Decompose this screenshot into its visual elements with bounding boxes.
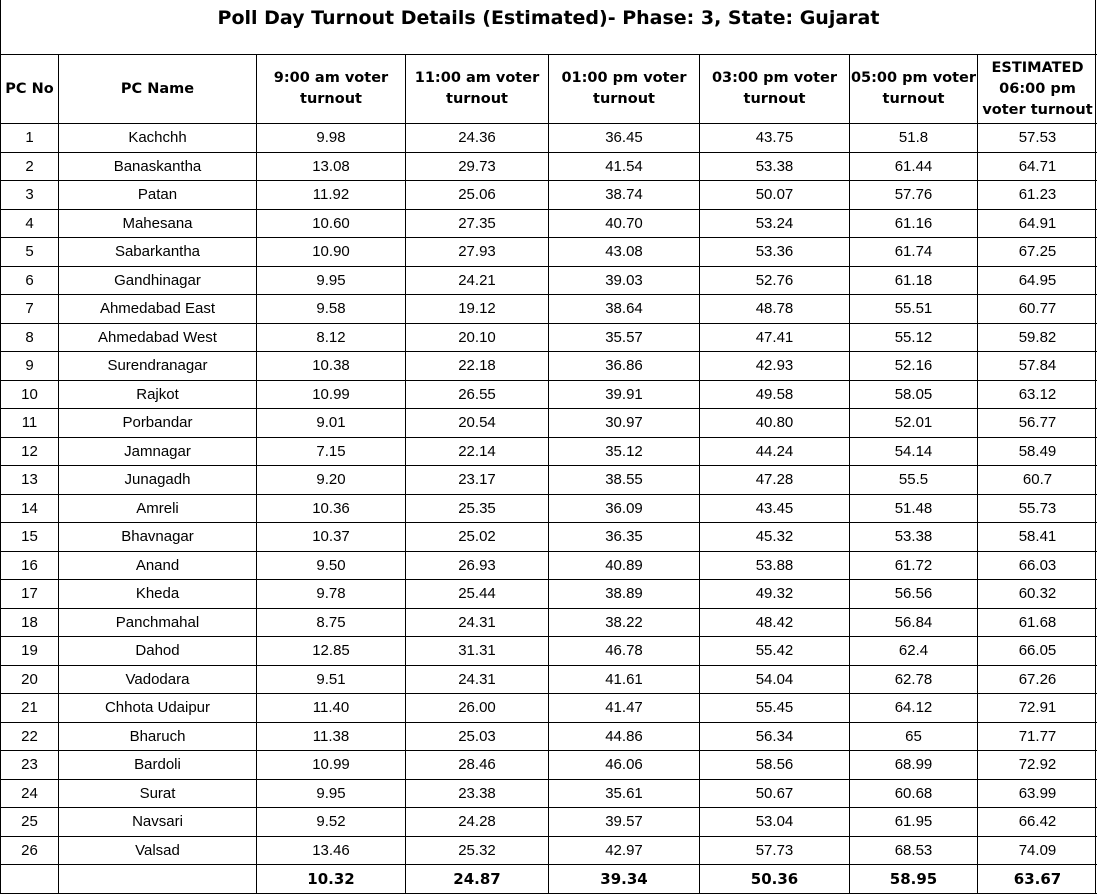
turnout-1800-cell: 67.25 bbox=[978, 238, 1097, 267]
turnout-1300-cell: 38.22 bbox=[549, 608, 700, 637]
turnout-1100-cell: 23.17 bbox=[406, 466, 549, 495]
pc-name-cell: Rajkot bbox=[59, 380, 257, 409]
pc-name-cell: Bharuch bbox=[59, 722, 257, 751]
pc-name-cell: Porbandar bbox=[59, 409, 257, 438]
turnout-0900-cell: 13.08 bbox=[257, 152, 406, 181]
pc-name-cell: Amreli bbox=[59, 494, 257, 523]
turnout-1500-cell: 57.73 bbox=[700, 836, 850, 865]
turnout-1300-cell: 42.97 bbox=[549, 836, 700, 865]
turnout-1800-cell: 66.42 bbox=[978, 808, 1097, 837]
pc-no-cell: 16 bbox=[1, 551, 59, 580]
table-row bbox=[1, 580, 1097, 609]
pc-no-cell: 17 bbox=[1, 580, 59, 609]
turnout-1700-cell: 52.01 bbox=[850, 409, 978, 438]
pc-no-cell: 15 bbox=[1, 523, 59, 552]
pc-no-cell: 20 bbox=[1, 665, 59, 694]
turnout-1800-cell: 66.03 bbox=[978, 551, 1097, 580]
table-row bbox=[1, 209, 1097, 238]
pc-name-cell: Kachchh bbox=[59, 124, 257, 153]
turnout-1700-cell: 52.16 bbox=[850, 352, 978, 381]
pc-no-cell: 13 bbox=[1, 466, 59, 495]
turnout-1500-cell: 47.28 bbox=[700, 466, 850, 495]
table-row bbox=[1, 523, 1097, 552]
turnout-0900-cell: 13.46 bbox=[257, 836, 406, 865]
turnout-1100-cell: 26.93 bbox=[406, 551, 549, 580]
turnout-1500-cell: 48.78 bbox=[700, 295, 850, 324]
turnout-1700-cell: 64.12 bbox=[850, 694, 978, 723]
turnout-1800-cell: 71.77 bbox=[978, 722, 1097, 751]
turnout-1300-cell: 46.78 bbox=[549, 637, 700, 666]
turnout-1700-cell: 60.68 bbox=[850, 779, 978, 808]
pc-name-cell: Bhavnagar bbox=[59, 523, 257, 552]
turnout-1100-cell: 25.03 bbox=[406, 722, 549, 751]
table-row bbox=[1, 124, 1097, 153]
turnout-1300-cell: 44.86 bbox=[549, 722, 700, 751]
turnout-1300-cell: 35.12 bbox=[549, 437, 700, 466]
turnout-1100-cell: 22.18 bbox=[406, 352, 549, 381]
turnout-1700-cell: 55.51 bbox=[850, 295, 978, 324]
table-row bbox=[1, 181, 1097, 210]
table-row bbox=[1, 152, 1097, 181]
pc-no-cell: 6 bbox=[1, 266, 59, 295]
turnout-1500-cell: 53.04 bbox=[700, 808, 850, 837]
turnout-1100-cell: 31.31 bbox=[406, 637, 549, 666]
turnout-1300-cell: 36.35 bbox=[549, 523, 700, 552]
turnout-1100-cell: 20.10 bbox=[406, 323, 549, 352]
table-row bbox=[1, 380, 1097, 409]
turnout-1500-cell: 53.88 bbox=[700, 551, 850, 580]
turnout-1100-cell: 24.28 bbox=[406, 808, 549, 837]
turnout-1100-cell: 25.44 bbox=[406, 580, 549, 609]
pc-no-cell: 21 bbox=[1, 694, 59, 723]
pc-no-cell: 10 bbox=[1, 380, 59, 409]
turnout-1700-cell: 51.8 bbox=[850, 124, 978, 153]
pc-name-cell: Chhota Udaipur bbox=[59, 694, 257, 723]
turnout-1100-cell: 24.31 bbox=[406, 665, 549, 694]
pc-no-cell: 4 bbox=[1, 209, 59, 238]
turnout-1300-cell: 38.74 bbox=[549, 181, 700, 210]
turnout-1100-cell: 26.55 bbox=[406, 380, 549, 409]
turnout-1500-cell: 43.75 bbox=[700, 124, 850, 153]
turnout-1700-cell: 62.4 bbox=[850, 637, 978, 666]
turnout-1100-cell: 29.73 bbox=[406, 152, 549, 181]
turnout-1800-cell: 60.7 bbox=[978, 466, 1097, 495]
turnout-1800-cell: 58.49 bbox=[978, 437, 1097, 466]
turnout-1700-cell: 65 bbox=[850, 722, 978, 751]
turnout-0900-cell: 11.92 bbox=[257, 181, 406, 210]
table-row bbox=[1, 295, 1097, 324]
turnout-1300-cell: 40.70 bbox=[549, 209, 700, 238]
turnout-1300-cell: 35.61 bbox=[549, 779, 700, 808]
turnout-1100-cell: 25.02 bbox=[406, 523, 549, 552]
turnout-0900-cell: 10.60 bbox=[257, 209, 406, 238]
turnout-1300-cell: 39.03 bbox=[549, 266, 700, 295]
pc-no-cell: 8 bbox=[1, 323, 59, 352]
turnout-1300-cell: 43.08 bbox=[549, 238, 700, 267]
turnout-0900-cell: 10.90 bbox=[257, 238, 406, 267]
turnout-1800-cell: 59.82 bbox=[978, 323, 1097, 352]
turnout-1700-cell: 58.05 bbox=[850, 380, 978, 409]
pc-no-cell: 25 bbox=[1, 808, 59, 837]
turnout-1700-cell: 61.16 bbox=[850, 209, 978, 238]
turnout-1800-cell: 60.77 bbox=[978, 295, 1097, 324]
pc-name-cell: Surendranagar bbox=[59, 352, 257, 381]
table-row bbox=[1, 608, 1097, 637]
turnout-1800-cell: 61.23 bbox=[978, 181, 1097, 210]
pc-name-cell: Gandhinagar bbox=[59, 266, 257, 295]
turnout-1300-cell: 46.06 bbox=[549, 751, 700, 780]
turnout-0900-cell: 10.99 bbox=[257, 751, 406, 780]
turnout-1300-cell: 41.54 bbox=[549, 152, 700, 181]
turnout-1500-cell: 47.41 bbox=[700, 323, 850, 352]
header-pc-no: PC No bbox=[1, 55, 59, 124]
turnout-1700-cell: 57.76 bbox=[850, 181, 978, 210]
pc-no-cell: 5 bbox=[1, 238, 59, 267]
turnout-1500-cell: 49.32 bbox=[700, 580, 850, 609]
header-1800: ESTIMATED 06:00 pm voter turnout bbox=[978, 55, 1097, 124]
turnout-0900-cell: 9.01 bbox=[257, 409, 406, 438]
turnout-1100-cell: 24.36 bbox=[406, 124, 549, 153]
header-0900: 9:00 am voter turnout bbox=[257, 55, 406, 124]
pc-no-cell: 9 bbox=[1, 352, 59, 381]
turnout-1500-cell: 50.07 bbox=[700, 181, 850, 210]
turnout-1500-cell: 55.42 bbox=[700, 637, 850, 666]
turnout-1800-cell: 63.12 bbox=[978, 380, 1097, 409]
turnout-0900-cell: 8.12 bbox=[257, 323, 406, 352]
turnout-1300-cell: 40.89 bbox=[549, 551, 700, 580]
turnout-1100-cell: 25.32 bbox=[406, 836, 549, 865]
total-1700: 58.95 bbox=[850, 865, 978, 894]
turnout-1700-cell: 68.53 bbox=[850, 836, 978, 865]
table-row bbox=[1, 494, 1097, 523]
table-row bbox=[1, 238, 1097, 267]
table-row bbox=[1, 409, 1097, 438]
turnout-0900-cell: 12.85 bbox=[257, 637, 406, 666]
turnout-1100-cell: 28.46 bbox=[406, 751, 549, 780]
turnout-1800-cell: 72.92 bbox=[978, 751, 1097, 780]
turnout-1500-cell: 44.24 bbox=[700, 437, 850, 466]
pc-no-cell: 11 bbox=[1, 409, 59, 438]
turnout-1500-cell: 53.38 bbox=[700, 152, 850, 181]
pc-no-cell: 12 bbox=[1, 437, 59, 466]
table-row bbox=[1, 836, 1097, 865]
turnout-1500-cell: 49.58 bbox=[700, 380, 850, 409]
turnout-1800-cell: 64.91 bbox=[978, 209, 1097, 238]
turnout-1100-cell: 24.31 bbox=[406, 608, 549, 637]
turnout-1500-cell: 53.36 bbox=[700, 238, 850, 267]
turnout-1700-cell: 51.48 bbox=[850, 494, 978, 523]
turnout-1800-cell: 55.73 bbox=[978, 494, 1097, 523]
turnout-0900-cell: 9.78 bbox=[257, 580, 406, 609]
header-1700: 05:00 pm voter turnout bbox=[850, 55, 978, 124]
table-row bbox=[1, 694, 1097, 723]
turnout-1700-cell: 54.14 bbox=[850, 437, 978, 466]
totals-row bbox=[1, 865, 1097, 894]
pc-no-cell: 3 bbox=[1, 181, 59, 210]
pc-name-cell: Kheda bbox=[59, 580, 257, 609]
header-1500: 03:00 pm voter turnout bbox=[700, 55, 850, 124]
total-1500: 50.36 bbox=[700, 865, 850, 894]
turnout-1800-cell: 72.91 bbox=[978, 694, 1097, 723]
header-row bbox=[1, 55, 1097, 124]
turnout-1800-cell: 63.99 bbox=[978, 779, 1097, 808]
turnout-1500-cell: 50.67 bbox=[700, 779, 850, 808]
pc-name-cell: Anand bbox=[59, 551, 257, 580]
turnout-1300-cell: 41.61 bbox=[549, 665, 700, 694]
turnout-1700-cell: 61.18 bbox=[850, 266, 978, 295]
turnout-1800-cell: 57.53 bbox=[978, 124, 1097, 153]
turnout-1300-cell: 35.57 bbox=[549, 323, 700, 352]
turnout-1300-cell: 38.89 bbox=[549, 580, 700, 609]
turnout-1100-cell: 25.06 bbox=[406, 181, 549, 210]
turnout-1300-cell: 38.64 bbox=[549, 295, 700, 324]
turnout-1800-cell: 57.84 bbox=[978, 352, 1097, 381]
pc-no-cell: 23 bbox=[1, 751, 59, 780]
table-row bbox=[1, 779, 1097, 808]
pc-name-cell: Bardoli bbox=[59, 751, 257, 780]
turnout-0900-cell: 10.37 bbox=[257, 523, 406, 552]
total-pc-name bbox=[59, 865, 257, 894]
turnout-1700-cell: 56.56 bbox=[850, 580, 978, 609]
header-pc-name: PC Name bbox=[59, 55, 257, 124]
turnout-1500-cell: 58.56 bbox=[700, 751, 850, 780]
pc-name-cell: Valsad bbox=[59, 836, 257, 865]
turnout-1800-cell: 66.05 bbox=[978, 637, 1097, 666]
turnout-1800-cell: 64.71 bbox=[978, 152, 1097, 181]
turnout-1100-cell: 27.93 bbox=[406, 238, 549, 267]
pc-name-cell: Jamnagar bbox=[59, 437, 257, 466]
turnout-1300-cell: 39.57 bbox=[549, 808, 700, 837]
pc-no-cell: 18 bbox=[1, 608, 59, 637]
table-row bbox=[1, 352, 1097, 381]
turnout-1700-cell: 61.44 bbox=[850, 152, 978, 181]
table-row bbox=[1, 751, 1097, 780]
table-row bbox=[1, 466, 1097, 495]
turnout-1800-cell: 67.26 bbox=[978, 665, 1097, 694]
turnout-1700-cell: 61.72 bbox=[850, 551, 978, 580]
pc-no-cell: 19 bbox=[1, 637, 59, 666]
turnout-1700-cell: 53.38 bbox=[850, 523, 978, 552]
header-1300: 01:00 pm voter turnout bbox=[549, 55, 700, 124]
turnout-0900-cell: 10.36 bbox=[257, 494, 406, 523]
turnout-0900-cell: 9.95 bbox=[257, 266, 406, 295]
turnout-1700-cell: 56.84 bbox=[850, 608, 978, 637]
turnout-1300-cell: 36.45 bbox=[549, 124, 700, 153]
pc-name-cell: Sabarkantha bbox=[59, 238, 257, 267]
pc-name-cell: Banaskantha bbox=[59, 152, 257, 181]
turnout-0900-cell: 9.95 bbox=[257, 779, 406, 808]
turnout-1300-cell: 38.55 bbox=[549, 466, 700, 495]
turnout-1100-cell: 19.12 bbox=[406, 295, 549, 324]
turnout-0900-cell: 9.51 bbox=[257, 665, 406, 694]
turnout-1800-cell: 60.32 bbox=[978, 580, 1097, 609]
turnout-0900-cell: 8.75 bbox=[257, 608, 406, 637]
turnout-0900-cell: 9.52 bbox=[257, 808, 406, 837]
turnout-1500-cell: 42.93 bbox=[700, 352, 850, 381]
turnout-1500-cell: 43.45 bbox=[700, 494, 850, 523]
table-row bbox=[1, 665, 1097, 694]
total-pc-no bbox=[1, 865, 59, 894]
turnout-1500-cell: 52.76 bbox=[700, 266, 850, 295]
turnout-0900-cell: 9.58 bbox=[257, 295, 406, 324]
turnout-1300-cell: 30.97 bbox=[549, 409, 700, 438]
pc-name-cell: Ahmedabad East bbox=[59, 295, 257, 324]
turnout-0900-cell: 9.20 bbox=[257, 466, 406, 495]
turnout-0900-cell: 7.15 bbox=[257, 437, 406, 466]
turnout-1300-cell: 39.91 bbox=[549, 380, 700, 409]
turnout-0900-cell: 10.38 bbox=[257, 352, 406, 381]
total-0900: 10.32 bbox=[257, 865, 406, 894]
pc-name-cell: Mahesana bbox=[59, 209, 257, 238]
pc-name-cell: Junagadh bbox=[59, 466, 257, 495]
pc-name-cell: Panchmahal bbox=[59, 608, 257, 637]
turnout-1500-cell: 45.32 bbox=[700, 523, 850, 552]
turnout-1100-cell: 22.14 bbox=[406, 437, 549, 466]
turnout-1100-cell: 27.35 bbox=[406, 209, 549, 238]
pc-no-cell: 24 bbox=[1, 779, 59, 808]
turnout-1500-cell: 56.34 bbox=[700, 722, 850, 751]
pc-no-cell: 7 bbox=[1, 295, 59, 324]
turnout-1800-cell: 64.95 bbox=[978, 266, 1097, 295]
page-title: Poll Day Turnout Details (Estimated)- Phase: 3, State: Gujarat bbox=[0, 0, 1097, 36]
turnout-1800-cell: 74.09 bbox=[978, 836, 1097, 865]
turnout-0900-cell: 9.98 bbox=[257, 124, 406, 153]
table-row bbox=[1, 551, 1097, 580]
total-1800: 63.67 bbox=[978, 865, 1097, 894]
table-row bbox=[1, 323, 1097, 352]
turnout-1700-cell: 55.5 bbox=[850, 466, 978, 495]
turnout-1800-cell: 56.77 bbox=[978, 409, 1097, 438]
turnout-1500-cell: 54.04 bbox=[700, 665, 850, 694]
total-1100: 24.87 bbox=[406, 865, 549, 894]
pc-name-cell: Vadodara bbox=[59, 665, 257, 694]
table-row bbox=[1, 437, 1097, 466]
turnout-1500-cell: 55.45 bbox=[700, 694, 850, 723]
turnout-1100-cell: 24.21 bbox=[406, 266, 549, 295]
pc-no-cell: 22 bbox=[1, 722, 59, 751]
pc-no-cell: 26 bbox=[1, 836, 59, 865]
header-1100: 11:00 am voter turnout bbox=[406, 55, 549, 124]
table-row bbox=[1, 637, 1097, 666]
total-1300: 39.34 bbox=[549, 865, 700, 894]
turnout-0900-cell: 11.40 bbox=[257, 694, 406, 723]
pc-name-cell: Surat bbox=[59, 779, 257, 808]
pc-no-cell: 2 bbox=[1, 152, 59, 181]
turnout-1700-cell: 61.95 bbox=[850, 808, 978, 837]
turnout-1500-cell: 53.24 bbox=[700, 209, 850, 238]
turnout-1100-cell: 23.38 bbox=[406, 779, 549, 808]
pc-name-cell: Ahmedabad West bbox=[59, 323, 257, 352]
pc-name-cell: Navsari bbox=[59, 808, 257, 837]
turnout-1100-cell: 20.54 bbox=[406, 409, 549, 438]
turnout-0900-cell: 10.99 bbox=[257, 380, 406, 409]
turnout-1100-cell: 26.00 bbox=[406, 694, 549, 723]
turnout-1300-cell: 36.09 bbox=[549, 494, 700, 523]
turnout-1800-cell: 61.68 bbox=[978, 608, 1097, 637]
turnout-1100-cell: 25.35 bbox=[406, 494, 549, 523]
turnout-1800-cell: 58.41 bbox=[978, 523, 1097, 552]
turnout-1300-cell: 41.47 bbox=[549, 694, 700, 723]
turnout-1700-cell: 68.99 bbox=[850, 751, 978, 780]
table-row bbox=[1, 722, 1097, 751]
turnout-1300-cell: 36.86 bbox=[549, 352, 700, 381]
turnout-table bbox=[0, 54, 1097, 894]
table-row bbox=[1, 808, 1097, 837]
turnout-1700-cell: 62.78 bbox=[850, 665, 978, 694]
turnout-0900-cell: 11.38 bbox=[257, 722, 406, 751]
table-row bbox=[1, 266, 1097, 295]
turnout-1700-cell: 61.74 bbox=[850, 238, 978, 267]
pc-no-cell: 1 bbox=[1, 124, 59, 153]
turnout-1700-cell: 55.12 bbox=[850, 323, 978, 352]
pc-name-cell: Patan bbox=[59, 181, 257, 210]
turnout-1500-cell: 48.42 bbox=[700, 608, 850, 637]
pc-no-cell: 14 bbox=[1, 494, 59, 523]
pc-name-cell: Dahod bbox=[59, 637, 257, 666]
turnout-1500-cell: 40.80 bbox=[700, 409, 850, 438]
turnout-0900-cell: 9.50 bbox=[257, 551, 406, 580]
table-body bbox=[1, 124, 1097, 865]
